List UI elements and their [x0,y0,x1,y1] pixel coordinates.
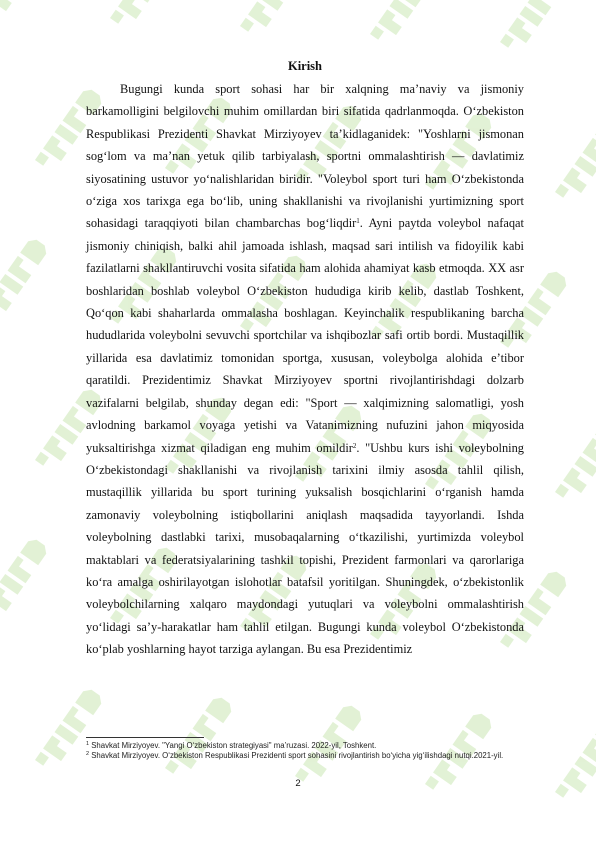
paragraph-part-1: Bugungi kunda sport sohasi har bir xalqning ma’naviy va jismoniy barkamolligini belgilovchi muhim omillardan biri sifatida qadrlanmoqda. O‘zbekiston Respublikasi Prezidenti Shavkat Mirziyoyev ta’kidlaganidek: "Yoshlarni jismonan sog‘lom va ma’nan yetuk qilib tarbiyalash, sportni ommalashtirish — davlatimiz siyosatining ustuvor yo‘nalishlaridan biridir. "Voleybol sport turi ham O‘zbekistonda o‘ziga xos tarixga ega bo‘lib, uning shakllanishi va rivojlanishi yurtimizning sport sohasidagi taraqqiyoti bilan chambarchas bog‘liqdir [86,82,524,231]
watermark-logo [110,0,180,31]
page-content [86,58,524,661]
watermark-logo [370,0,440,47]
watermark-logo [555,418,596,504]
watermark-logo [0,236,50,322]
watermark-logo [0,0,50,23]
footnote-ref-2[interactable]: 2 [352,441,357,450]
watermark-logo [500,0,570,55]
footnote-divider [86,737,204,738]
footnote-text: Shavkat Mirziyoyev. "Yangi O‘zbekiston strategiyasi" ma’ruzasi. 2022-yil, Toshkent. [91,741,377,750]
footnotes-section [86,737,524,761]
footnote-mark: 1 [86,741,90,747]
watermark-logo [240,0,310,39]
footnote-text: Shavkat Mirziyoyev. O‘zbekiston Respublikasi Prezidenti sport sohasini rivojlantirish bo‘yicha yig‘ilishdagi nutqi.2021-yil. [91,751,504,760]
intro-paragraph [86,78,524,661]
footnote-mark: 2 [86,751,90,757]
watermark-logo [555,718,596,804]
paragraph-part-3: . "Ushbu kurs ishi voleybolning O‘zbekistondagi shakllanishi va rivojlanish tarixini ilmiy asosda tahlil qilish, mustaqillik yillarida bu sport turining yuksalish bosqichlarini o‘rganish hamda zamonaviy voleybolning istiqbollarini aniqlash maqsadida tayyorlandi. Ishda voleybolning dastlabki tarixi, musobaqalarning o‘tkazilishi, yurtimizda voleybol maktablari va federatsiyalarining tashkil topishi, Prezident farmonlari va qarorlariga ko‘ra amalga oshirilayotgan islohotlar batafsil yoritilgan. Shuningdek, o‘zbekistonlik voleybolchilarning xalqaro maydondagi yutuqlari va voleybolni ommalashtirish yo‘lidagi sa’y-harakatlar ham tahlil etilgan. Bugungi kunda voleybol O‘zbekistonda ko‘plab yoshlarning hayot tarziga aylangan. Bu esa Prezidentimiz [86,440,524,657]
watermark-logo [555,118,596,204]
footnote-1 [86,741,524,751]
paragraph-part-2: . Ayni paytda voleybol nafaqat jismoniy chiniqish, balki ahil jamoada ishlash, maqsad sari intilish va fidoyilik kabi fazilatlarni shakllantiruvchi vosita sifatida ham alohida ahamiyat kasb etmoqda. XX asr boshlaridan boshlab voleybol O‘zbekiston hududiga kirib kelib, dastlab Toshkent, Qo‘qon kabi shaharlarda ommalasha boshlagan. Keyinchalik respublikaning barcha hududlarida voleybolni sevuvchi sportchilar va ishqibozlar safi ortib bordi. Mustaqillik yillarida esa davlatimiz tomonidan sportga, xususan, voleybolga alohida e’tibor qaratildi. Prezidentimiz Shavkat Mirziyoyev sportni rivojlantirishdagi dolzarb vazifalarni belgilab, shunday degan edi: "Sport — xalqimizning salomatligi, yosh avlodning barkamol voyaga yetishi va Vatanimizning nufuzini jahon miqyosida yuksaltirishga xizmat qiladigan eng muhim omildir [86,216,524,455]
page-number: 2 [295,778,301,789]
watermark-logo [0,536,50,622]
footnote-ref-1[interactable]: 1 [356,217,360,226]
footnote-2 [86,751,524,761]
document-title: Kirish [287,59,323,73]
